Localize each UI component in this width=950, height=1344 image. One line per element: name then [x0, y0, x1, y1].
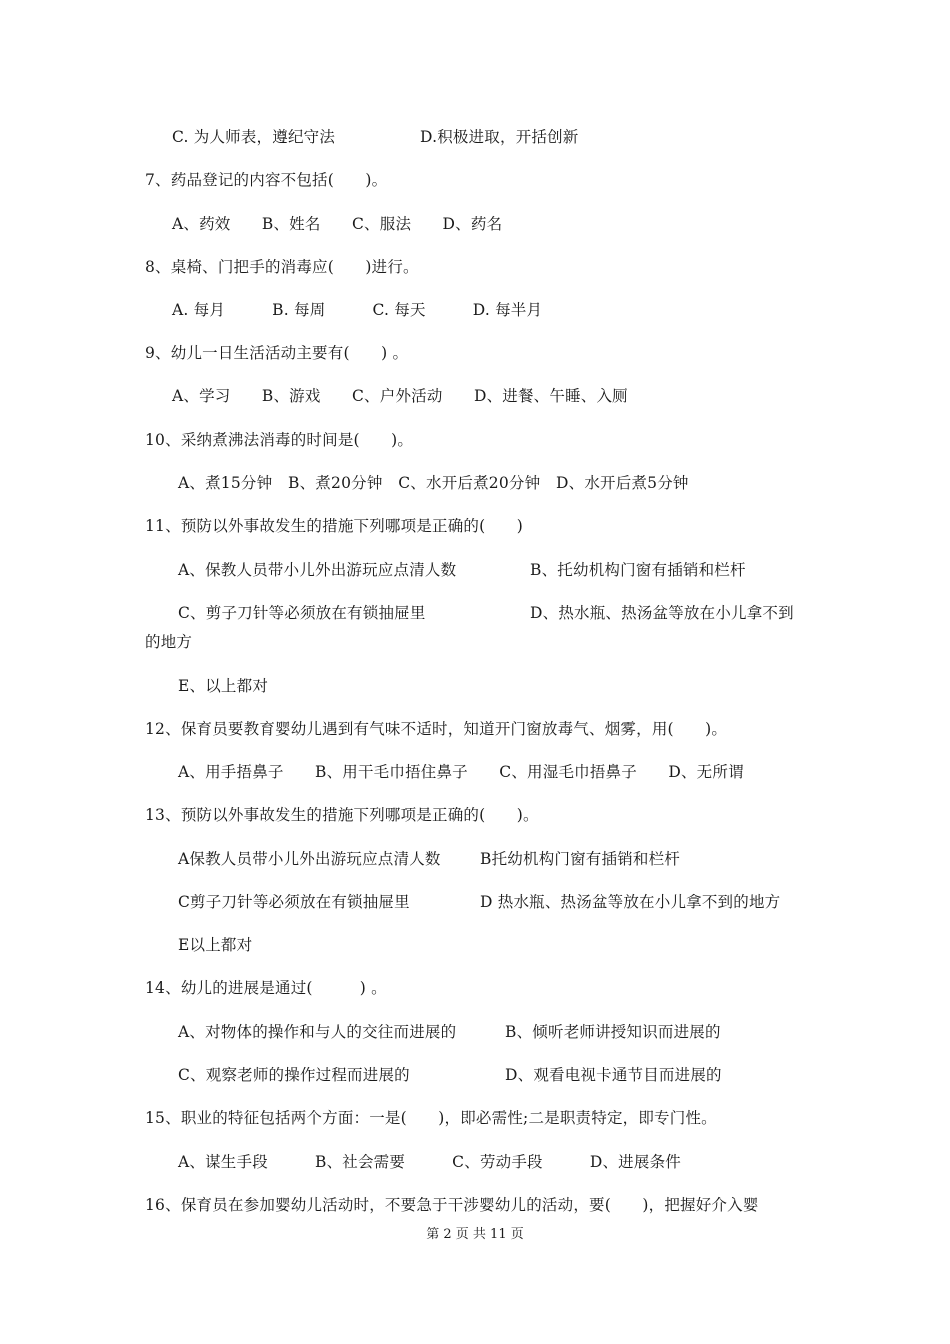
- q13-option-c: C剪子刀针等必须放在有锁抽屉里: [178, 893, 410, 911]
- q14-option-d: D、观看电视卡通节目而进展的: [505, 1066, 722, 1084]
- q12-text: 12、保育员要教育婴幼儿遇到有气味不适时，知道开门窗放毒气、烟雾，用( )。: [145, 720, 728, 738]
- q6-option-d: D.积极进取，开括创新: [420, 128, 579, 146]
- q9-options: A、学习 B、游戏 C、户外活动 D、进餐、午睡、入厕: [172, 387, 628, 405]
- q11-option-b: B、托幼机构门窗有插销和栏杆: [530, 561, 746, 579]
- q13-text: 13、预防以外事故发生的措施下列哪项是正确的( )。: [145, 806, 539, 824]
- q13-option-e: E以上都对: [178, 936, 253, 954]
- q8-options: A. 每月 B. 每周 C. 每天 D. 每半月: [172, 301, 543, 319]
- q14-option-a: A、对物体的操作和与人的交往而进展的: [178, 1023, 457, 1041]
- q11-option-e: E、以上都对: [178, 677, 269, 695]
- page-number-footer: 第 2 页 共 11 页: [426, 1227, 524, 1242]
- q7-text: 7、药品登记的内容不包括( )。: [145, 171, 388, 189]
- q13-option-a: A保教人员带小儿外出游玩应点清人数: [178, 850, 441, 868]
- q11-option-a: A、保教人员带小儿外出游玩应点清人数: [178, 561, 457, 579]
- q6-option-c: C. 为人师表，遵纪守法: [172, 128, 336, 146]
- q16-text: 16、保育员在参加婴幼儿活动时，不要急于干涉婴幼儿的活动，要( )，把握好介入婴: [145, 1196, 759, 1214]
- q8-text: 8、桌椅、门把手的消毒应( )进行。: [145, 258, 419, 276]
- q7-options: A、药效 B、姓名 C、服法 D、药名: [172, 215, 503, 233]
- q11-option-d-continued: 的地方: [145, 633, 193, 651]
- q11-option-d: D、热水瓶、热汤盆等放在小儿拿不到: [530, 604, 794, 622]
- q14-option-c: C、观察老师的操作过程而进展的: [178, 1066, 410, 1084]
- q14-option-b: B、倾听老师讲授知识而进展的: [505, 1023, 721, 1041]
- q14-text: 14、幼儿的进展是通过( ) 。: [145, 979, 387, 997]
- q12-options: A、用手捂鼻子 B、用干毛巾捂住鼻子 C、用湿毛巾捂鼻子 D、无所谓: [178, 763, 744, 781]
- q11-option-c: C、剪子刀针等必须放在有锁抽屉里: [178, 604, 426, 622]
- q9-text: 9、幼儿一日生活活动主要有( ) 。: [145, 344, 409, 362]
- q15-options: A、谋生手段 B、社会需要 C、劳动手段 D、进展条件: [178, 1153, 681, 1171]
- q13-option-b: B托幼机构门窗有插销和栏杆: [480, 850, 680, 868]
- q10-text: 10、采纳煮沸法消毒的时间是( )。: [145, 431, 414, 449]
- q11-text: 11、预防以外事故发生的措施下列哪项是正确的( ): [145, 517, 524, 535]
- q15-text: 15、职业的特征包括两个方面：一是( )，即必需性;二是职责特定，即专门性。: [145, 1109, 717, 1127]
- q10-options: A、煮15分钟 B、煮20分钟 C、水开后煮20分钟 D、水开后煮5分钟: [178, 474, 689, 492]
- q13-option-d: D 热水瓶、热汤盆等放在小儿拿不到的地方: [480, 893, 781, 911]
